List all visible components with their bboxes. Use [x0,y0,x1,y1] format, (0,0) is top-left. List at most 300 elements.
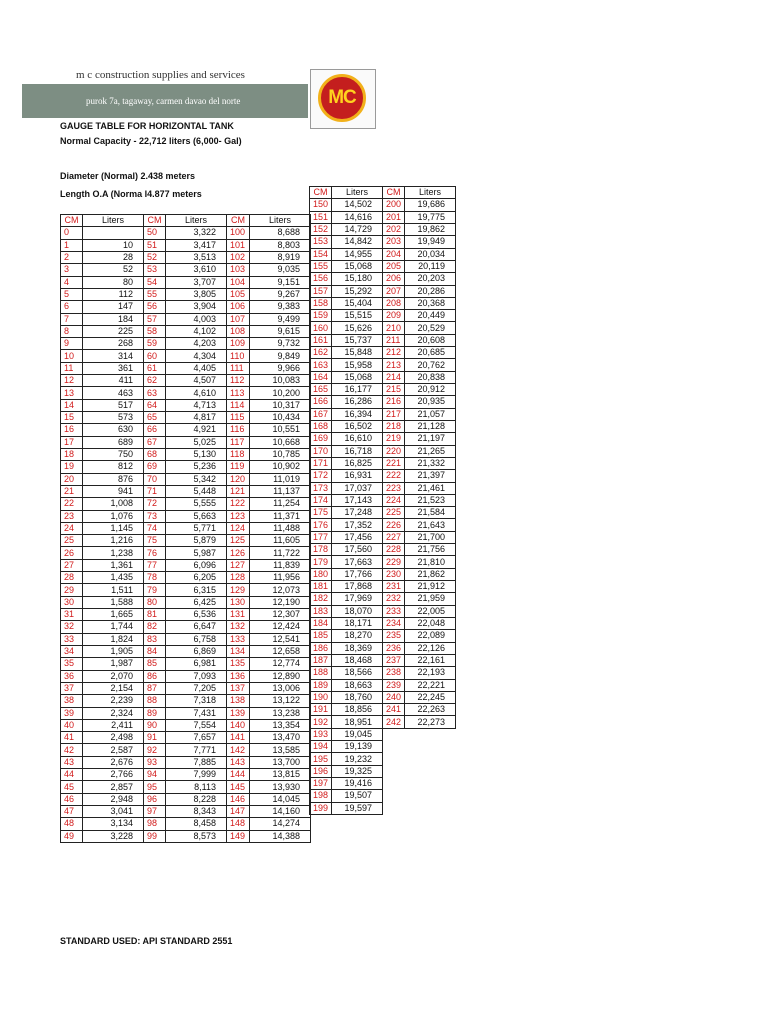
liters-value: 12,541 [250,633,311,645]
liters-value: 21,197 [405,433,456,445]
table-row [61,510,311,522]
liters-value: 21,584 [405,507,456,519]
cm-value: 130 [227,596,250,608]
liters-value: 11,956 [250,572,311,584]
cm-value: 236 [383,642,405,654]
company-name: m c construction supplies and services [76,69,245,81]
table-row [61,707,311,719]
liters-value: 4,610 [166,387,227,399]
table-row [310,273,456,285]
table-row [61,301,311,313]
table-row [61,621,311,633]
liters-value: 14,045 [250,793,311,805]
table-row [61,769,311,781]
liters-value: 16,177 [332,384,383,396]
liters-value [83,227,144,239]
cm-value: 113 [227,387,250,399]
table-row [61,375,311,387]
liters-value: 52 [83,264,144,276]
liters-value: 21,959 [405,593,456,605]
cm-value: 107 [227,313,250,325]
cm-value: 36 [61,670,83,682]
liters-value: 6,205 [166,572,227,584]
liters-value: 14,274 [250,818,311,830]
liters-value: 9,499 [250,313,311,325]
table-row [61,633,311,645]
liters-value: 20,034 [405,248,456,260]
liters-value: 8,573 [166,830,227,842]
cm-value: 108 [227,325,250,337]
cm-value: 223 [383,482,405,494]
cm-value: 115 [227,412,250,424]
cm-value: 49 [61,830,83,842]
cm-value: 234 [383,617,405,629]
liters-header: Liters [405,187,456,199]
cm-value: 18 [61,448,83,460]
cm-value: 215 [383,384,405,396]
liters-value: 19,416 [332,778,383,790]
liters-value: 4,921 [166,424,227,436]
cm-value: 88 [144,695,166,707]
table-row [310,605,456,617]
cm-value: 165 [310,384,332,396]
cm-value: 231 [383,581,405,593]
table-row [310,494,456,506]
liters-value: 18,663 [332,679,383,691]
liters-value: 17,766 [332,568,383,580]
liters-value: 3,513 [166,251,227,263]
table-row [310,260,456,272]
liters-value: 14,388 [250,830,311,842]
liters-value: 21,810 [405,556,456,568]
liters-value: 20,838 [405,371,456,383]
cm-value: 134 [227,645,250,657]
liters-value: 22,126 [405,642,456,654]
liters-value: 21,912 [405,581,456,593]
cm-value: 209 [383,310,405,322]
liters-value: 1,008 [83,498,144,510]
empty-cell [383,802,405,814]
liters-value: 22,263 [405,704,456,716]
cm-value: 235 [383,630,405,642]
cm-value: 80 [144,596,166,608]
table-row [61,596,311,608]
liters-value: 11,371 [250,510,311,522]
table-row [310,248,456,260]
liters-value: 9,615 [250,325,311,337]
cm-value: 33 [61,633,83,645]
cm-value: 103 [227,264,250,276]
liters-value: 11,722 [250,547,311,559]
cm-value: 34 [61,645,83,657]
liters-value: 21,643 [405,519,456,531]
table-row [310,753,456,765]
document-title: GAUGE TABLE FOR HORIZONTAL TANK [60,121,234,131]
cm-value: 84 [144,645,166,657]
cm-value: 211 [383,334,405,346]
liters-value: 15,958 [332,359,383,371]
table-row [310,334,456,346]
table-row [61,818,311,830]
liters-value: 15,737 [332,334,383,346]
cm-value: 131 [227,609,250,621]
cm-value: 138 [227,695,250,707]
cm-value: 204 [383,248,405,260]
liters-value: 812 [83,461,144,473]
liters-value: 16,286 [332,396,383,408]
liters-value: 1,076 [83,510,144,522]
table-row [61,719,311,731]
cm-value: 133 [227,633,250,645]
liters-value: 4,713 [166,399,227,411]
table-row [310,285,456,297]
cm-value: 151 [310,211,332,223]
cm-value: 238 [383,667,405,679]
cm-value: 191 [310,704,332,716]
liters-value: 3,904 [166,301,227,313]
cm-value: 120 [227,473,250,485]
table-row [310,408,456,420]
liters-value: 112 [83,288,144,300]
table-row [61,448,311,460]
table-row [61,744,311,756]
liters-value: 10,083 [250,375,311,387]
cm-value: 181 [310,581,332,593]
cm-value: 170 [310,445,332,457]
cm-value: 164 [310,371,332,383]
cm-value: 218 [383,420,405,432]
standard-note: STANDARD USED: API STANDARD 2551 [60,936,233,946]
cm-value: 48 [61,818,83,830]
liters-value: 15,626 [332,322,383,334]
cm-value: 180 [310,568,332,580]
table-header-row [310,187,456,199]
cm-header: CM [383,187,405,199]
liters-value: 1,511 [83,584,144,596]
table-row [310,728,456,740]
liters-value: 268 [83,338,144,350]
liters-value: 5,448 [166,485,227,497]
table-row [310,457,456,469]
cm-value: 230 [383,568,405,580]
liters-value: 13,238 [250,707,311,719]
liters-value: 8,113 [166,781,227,793]
liters-value: 2,948 [83,793,144,805]
cm-value: 232 [383,593,405,605]
table-row [61,781,311,793]
cm-value: 173 [310,482,332,494]
table-row [61,756,311,768]
liters-value: 1,987 [83,658,144,670]
table-row [61,584,311,596]
cm-value: 139 [227,707,250,719]
table-row [61,830,311,842]
liters-value: 10,200 [250,387,311,399]
liters-value: 1,824 [83,633,144,645]
table-row [61,313,311,325]
liters-value: 15,068 [332,371,383,383]
liters-value: 6,647 [166,621,227,633]
cm-value: 114 [227,399,250,411]
table-row [61,682,311,694]
liters-value: 20,449 [405,310,456,322]
cm-value: 219 [383,433,405,445]
cm-value: 38 [61,695,83,707]
cm-value: 116 [227,424,250,436]
table-row [310,568,456,580]
liters-value: 13,470 [250,732,311,744]
liters-value: 6,315 [166,584,227,596]
liters-value: 21,332 [405,457,456,469]
liters-value: 6,758 [166,633,227,645]
cm-value: 101 [227,239,250,251]
liters-value: 8,458 [166,818,227,830]
liters-value: 13,354 [250,719,311,731]
liters-value: 17,969 [332,593,383,605]
liters-value: 20,368 [405,297,456,309]
liters-value: 15,515 [332,310,383,322]
cm-value: 154 [310,248,332,260]
cm-value: 29 [61,584,83,596]
table-row [310,396,456,408]
liters-value: 5,879 [166,535,227,547]
cm-value: 92 [144,744,166,756]
gauge-table-continued [309,186,456,815]
table-row [61,658,311,670]
cm-value: 216 [383,396,405,408]
table-row [310,297,456,309]
liters-value: 14,160 [250,806,311,818]
liters-value: 9,267 [250,288,311,300]
liters-value: 80 [83,276,144,288]
empty-cell [405,802,456,814]
liters-value: 10 [83,239,144,251]
liters-value: 1,361 [83,559,144,571]
liters-value: 3,610 [166,264,227,276]
cm-value: 52 [144,251,166,263]
cm-value: 79 [144,584,166,596]
cm-value: 74 [144,522,166,534]
cm-value: 137 [227,682,250,694]
liters-value: 21,862 [405,568,456,580]
cm-value: 1 [61,239,83,251]
logo [310,69,376,129]
table-row [61,498,311,510]
cm-value: 161 [310,334,332,346]
table-row [310,544,456,556]
cm-value: 206 [383,273,405,285]
liters-value: 2,498 [83,732,144,744]
liters-value: 19,862 [405,223,456,235]
cm-value: 17 [61,436,83,448]
liters-value: 18,070 [332,605,383,617]
liters-value: 6,981 [166,658,227,670]
cm-value: 104 [227,276,250,288]
cm-value: 142 [227,744,250,756]
cm-value: 240 [383,691,405,703]
liters-value: 9,849 [250,350,311,362]
cm-value: 166 [310,396,332,408]
cm-value: 41 [61,732,83,744]
empty-cell [383,728,405,740]
liters-value: 4,304 [166,350,227,362]
liters-value: 10,668 [250,436,311,448]
empty-cell [405,728,456,740]
liters-value: 20,685 [405,347,456,359]
cm-value: 109 [227,338,250,350]
liters-value: 8,343 [166,806,227,818]
table-row [310,519,456,531]
cm-value: 70 [144,473,166,485]
liters-value: 6,096 [166,559,227,571]
liters-value: 9,383 [250,301,311,313]
cm-value: 26 [61,547,83,559]
liters-value: 750 [83,448,144,460]
liters-value: 3,134 [83,818,144,830]
liters-value: 7,771 [166,744,227,756]
liters-value: 411 [83,375,144,387]
cm-value: 42 [61,744,83,756]
cm-value: 144 [227,769,250,781]
cm-value: 145 [227,781,250,793]
liters-value: 21,057 [405,408,456,420]
cm-value: 31 [61,609,83,621]
cm-value: 11 [61,362,83,374]
liters-value: 17,868 [332,581,383,593]
capacity-line: Normal Capacity - 22,712 liters (6,000- Gal) [60,136,242,146]
cm-value: 193 [310,728,332,740]
liters-value: 9,035 [250,264,311,276]
liters-value: 1,665 [83,609,144,621]
cm-value: 45 [61,781,83,793]
cm-value: 199 [310,802,332,814]
liters-value: 6,425 [166,596,227,608]
liters-value: 16,610 [332,433,383,445]
cm-value: 30 [61,596,83,608]
table-row [310,359,456,371]
liters-header: Liters [83,215,144,227]
liters-value: 14,729 [332,223,383,235]
liters-value: 6,869 [166,645,227,657]
liters-value: 1,238 [83,547,144,559]
cm-value: 37 [61,682,83,694]
liters-value: 5,663 [166,510,227,522]
cm-value: 195 [310,753,332,765]
liters-value: 13,815 [250,769,311,781]
liters-value: 9,732 [250,338,311,350]
cm-value: 14 [61,399,83,411]
cm-value: 57 [144,313,166,325]
cm-value: 127 [227,559,250,571]
liters-value: 15,404 [332,297,383,309]
cm-value: 40 [61,719,83,731]
cm-value: 152 [310,223,332,235]
liters-value: 10,317 [250,399,311,411]
liters-value: 7,093 [166,670,227,682]
table-row [61,399,311,411]
table-row [61,251,311,263]
liters-value: 463 [83,387,144,399]
table-row [61,645,311,657]
cm-value: 69 [144,461,166,473]
liters-value: 21,700 [405,531,456,543]
cm-value: 201 [383,211,405,223]
table-row [310,691,456,703]
liters-value: 18,270 [332,630,383,642]
liters-value: 8,803 [250,239,311,251]
cm-value: 91 [144,732,166,744]
liters-value: 2,411 [83,719,144,731]
table-row [61,227,311,239]
liters-value: 12,890 [250,670,311,682]
cm-value: 105 [227,288,250,300]
liters-value: 11,605 [250,535,311,547]
cm-value: 87 [144,682,166,694]
liters-value: 22,221 [405,679,456,691]
liters-value: 3,805 [166,288,227,300]
cm-value: 32 [61,621,83,633]
cm-value: 76 [144,547,166,559]
liters-value: 22,161 [405,654,456,666]
cm-value: 153 [310,236,332,248]
cm-value: 143 [227,756,250,768]
diameter-line: Diameter (Normal) 2.438 meters [60,171,196,181]
cm-value: 183 [310,605,332,617]
cm-value: 182 [310,593,332,605]
table-row [61,535,311,547]
cm-value: 184 [310,617,332,629]
liters-value: 11,019 [250,473,311,485]
cm-value: 55 [144,288,166,300]
liters-value: 19,232 [332,753,383,765]
liters-value: 13,122 [250,695,311,707]
cm-value: 141 [227,732,250,744]
liters-value: 314 [83,350,144,362]
liters-value: 20,529 [405,322,456,334]
cm-value: 185 [310,630,332,642]
cm-value: 81 [144,609,166,621]
liters-value: 7,999 [166,769,227,781]
cm-value: 0 [61,227,83,239]
cm-value: 168 [310,420,332,432]
table-row [310,310,456,322]
cm-value: 65 [144,412,166,424]
table-row [61,609,311,621]
cm-value: 96 [144,793,166,805]
liters-value: 4,507 [166,375,227,387]
table-row [61,276,311,288]
cm-value: 25 [61,535,83,547]
table-row [310,470,456,482]
cm-value: 126 [227,547,250,559]
liters-value: 8,228 [166,793,227,805]
liters-value: 18,171 [332,617,383,629]
liters-value: 21,756 [405,544,456,556]
table-row [61,325,311,337]
cm-value: 233 [383,605,405,617]
cm-value: 228 [383,544,405,556]
cm-value: 210 [383,322,405,334]
liters-value: 13,006 [250,682,311,694]
liters-value: 7,657 [166,732,227,744]
cm-header: CM [144,215,166,227]
liters-header: Liters [166,215,227,227]
liters-value: 876 [83,473,144,485]
liters-value: 22,273 [405,716,456,728]
liters-value: 5,130 [166,448,227,460]
liters-value: 184 [83,313,144,325]
cm-value: 167 [310,408,332,420]
